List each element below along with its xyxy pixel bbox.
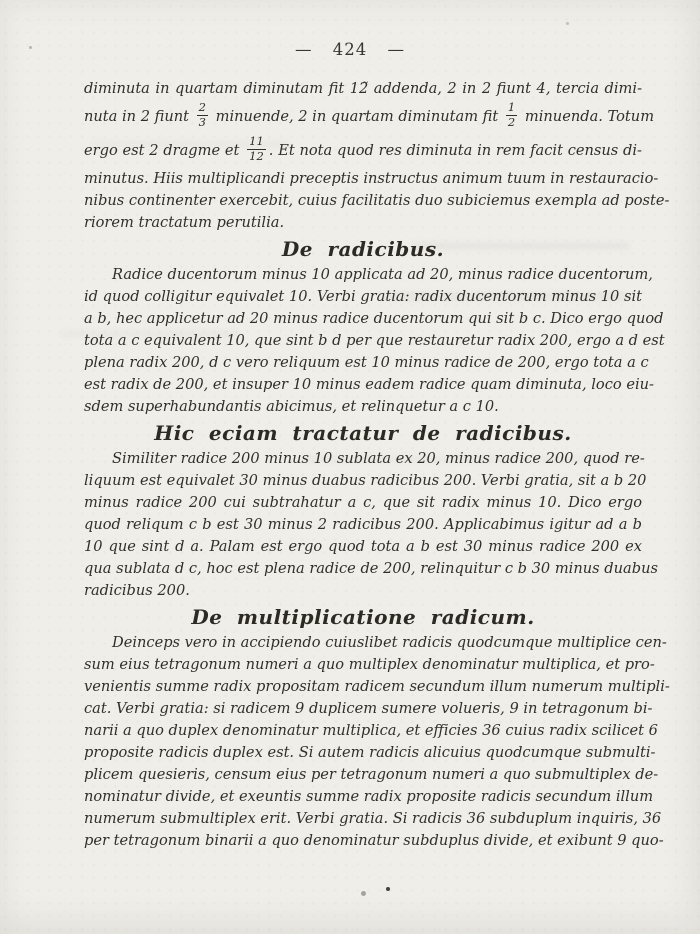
text-line: minus radice 200 cui subtrahatur a c, que sit radix minus 10. Dico ergo — [84, 494, 642, 511]
fraction-denominator: 3 — [198, 115, 206, 129]
ink-speck — [566, 22, 569, 25]
text-line: proposite radicis duplex est. Si autem radicis alicuius quodcumque submulti- — [84, 744, 656, 761]
text-line: venientis summe radix propositam radicem secundum illum numerum multipli- — [84, 678, 670, 695]
text-line: qua sublata d c, hoc est plena radice de 200, relinquitur c b 30 minus duabus — [84, 560, 658, 577]
text-line: sum eius tetragonum numeri a quo multiplex denominatur multiplica, et pro- — [84, 656, 655, 673]
paragraph — [84, 632, 670, 852]
text-line: tota a c equivalent 10, que sint b d per que restauretur radix 200, ergo a d est — [84, 332, 665, 349]
fraction-denominator: 12 — [249, 149, 264, 163]
text-line: diminuta in quartam diminutam fit 12̃ addenda, 2 in 2 fiunt 4, tercia dimi- — [84, 80, 642, 97]
fraction-numerator: 1 — [507, 99, 516, 114]
stacked-fraction — [197, 101, 208, 129]
stacked-fraction — [247, 135, 266, 163]
section-heading: De radicibus. — [281, 237, 445, 261]
page-content — [84, 78, 670, 852]
section-heading: De multiplicatione radicum. — [191, 605, 535, 629]
fraction-numerator: 2 — [198, 99, 206, 114]
fraction-denominator: 2 — [507, 115, 516, 129]
text-line: riorem tractatum perutilia. — [84, 214, 285, 231]
text-line: plena radix 200, d c vero reliquum est 10 minus radice de 200, ergo tota a c — [84, 354, 649, 371]
text-line: liquum est equivalet 30 minus duabus radicibus 200. Verbi gratia, sit a b 20 — [84, 472, 647, 489]
text-line: per tetragonum binarii a quo denominatur subduplus divide, et exibunt 9 quo- — [84, 832, 664, 849]
text-line: a b, hec applicetur ad 20 minus radice ducentorum qui sit b c. Dico ergo quod — [84, 310, 664, 327]
text-line: nibus continenter exercebit, cuius facilitatis duo subiciemus exempla ad poste- — [84, 192, 670, 209]
page-number: — 424 — — [295, 40, 405, 59]
text-line: Radice ducentorum minus 10 applicata ad 20, minus radice ducentorum, — [112, 266, 653, 283]
text-line: minutus. Hiis multiplicandi preceptis instructus animum tuum in restauracio- — [84, 170, 659, 187]
ink-speck — [386, 887, 390, 891]
paragraph — [84, 448, 658, 602]
text-line: radicibus 200. — [84, 582, 190, 599]
ink-speck — [361, 891, 366, 896]
section-heading: Hic eciam tractatur de radicibus. — [154, 421, 572, 445]
text-line: Similiter radice 200 minus 10 sublata ex 20, minus radice 200, quod re- — [112, 450, 645, 467]
text-line: numerum submultiplex erit. Verbi gratia. Si radicis 36 subduplum inquiris, 36 — [84, 810, 662, 827]
text-line: est radix de 200, et insuper 10 minus eadem radice quam diminuta, loco eiu- — [84, 376, 654, 393]
text-line: ergo est 2 dragme et $\frac{11}{12}$ . Et nota quod res diminuta in rem facit census di- — [84, 133, 642, 163]
text-line: nuta in 2 fiunt $\frac{2}{3}$ minuende, 2 in quartam diminutam fit $\frac{1}{2}$ minuenda. Totum — [84, 99, 655, 129]
text-line: Deinceps vero in accipiendo cuiuslibet radicis quodcumque multiplice cen- — [112, 634, 667, 651]
text-line: sdem superhabundantis abicimus, et relinquetur a c 10. — [84, 398, 499, 415]
text-line: nominatur divide, et exeuntis summe radix proposite radicis secundum illum — [84, 788, 654, 805]
paragraph — [84, 264, 665, 418]
text-line: quod reliqum c b est 30 minus 2 radicibus 200. Applicabimus igitur ad a b — [84, 516, 642, 533]
text-line: 10 que sint d a. Palam est ergo quod tota a b est 30 minus radice 200 ex — [84, 538, 642, 555]
text-line: plicem quesieris, censum eius per tetragonum numeri a quo submultiplex de- — [84, 766, 659, 783]
ink-speck — [29, 46, 32, 49]
text-line: narii a quo duplex denominatur multiplica, et efficies 36 cuius radix scilicet 6 — [84, 722, 658, 739]
paragraph — [84, 78, 670, 234]
text-line: cat. Verbi gratia: si radicem 9 duplicem sumere volueris, 9 in tetragonum bi- — [84, 700, 653, 717]
fraction-numerator: 11 — [249, 133, 264, 148]
stacked-fraction — [506, 101, 517, 129]
text-line: id quod colligitur equivalet 10. Verbi gratia: radix ducentorum minus 10 sit — [84, 288, 642, 305]
